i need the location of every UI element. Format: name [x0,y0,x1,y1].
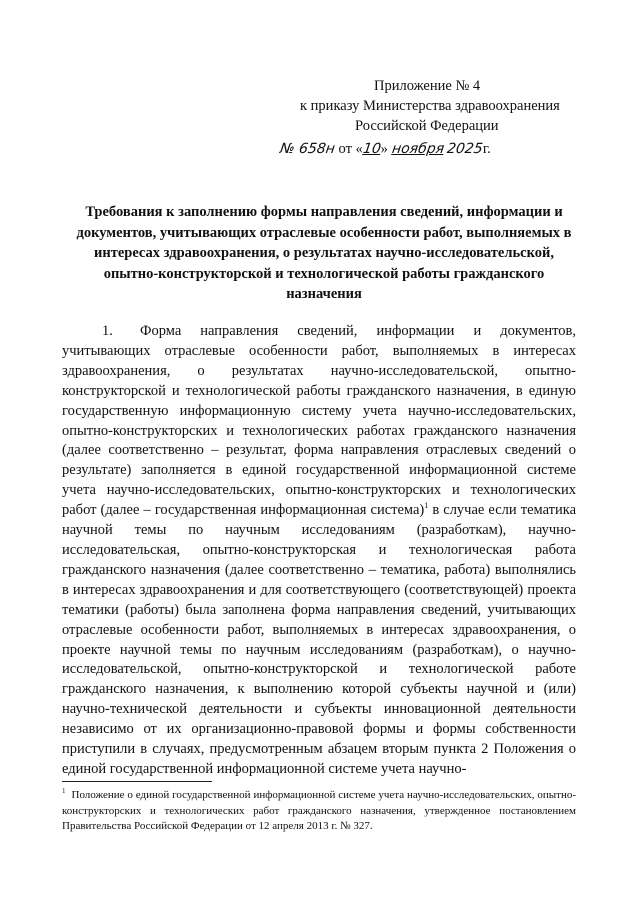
paragraph-text-part1: Форма направления сведений, информации и документов, учитывающих отраслевые особенности работ, выполняемых в интересах здравоохранения, о результатах научно-исследовательской, опытно-конструкторской и технологической работы гражданского назначения, в единую государственную информационную систему учета научно-исследовательских, опытно-конструкторских и технологических работах гражданского назначения (далее соответственно – результат, форма направления отраслевых сведений о результате) заполняется в единой государственной информационной системе учета научно-исследовательских, опытно-конструкторских и технологических работ (далее – государственная информационная система) [62,323,576,519]
footnote-text: Положение о единой государственной информационной системе учета научно-исследовательских, опытно-конструкторских и технологических работ гражданского назначения, утвержденное постановлением Правительства Российской Федерации от 12 апреля 2013 г. № 327. [62,789,576,832]
document-body [62,322,576,780]
from-word: от « [338,141,363,157]
paragraph-1 [62,322,576,780]
document-title: Требования к заполнению формы направления сведений, информации и документов, учитывающих отраслевые особенности работ, выполняемых в интересах здравоохранения, о результатах научно-исследовательской, опытно-конструкторской и технологической работы гражданского назначения [76,204,572,302]
footnote [62,788,576,835]
appendix-label: Приложение № 4 [374,78,481,94]
handwritten-year: 2025 [446,141,484,157]
order-reference: к приказу Министерства здравоохранения [300,98,560,114]
order-number-date [260,139,580,159]
handwritten-day: 10 [361,141,382,157]
handwritten-month: ноября [390,141,445,157]
footnote-reference[interactable]: 1 [424,501,429,511]
paragraph-text-part2: в случае если тематика научной темы по научным исследованиям (разработкам), научно-исследовательская, опытно-конструкторская и технологическая работа гражданского назначения (далее соответственно – тематика, работа) выполнялись в интересах здравоохранения и для соответствующего (соответствующей) проекта тематики (работы) была заполнена форма направления сведений, учитывающих отраслевые особенности работ, выполняемых в интересах здравоохранения, о проекте научной темы по научным исследованиям (разработкам), о научно-исследовательской, опытно-конструкторской и технологической работе гражданского назначения, к выполнению которой субъекты научной и (или) научно-технической деятельности и субъекты инновационной деятельности независимо от их организационно-правовой формы и формы собственности приступили в случаях, предусмотренным абзацем вторым пункта 2 Положения о единой государственной информационной системе учета научно- [62,502,576,777]
footnote-divider [62,781,212,782]
footnote-number: 1 [62,787,66,796]
handwritten-order-number: № 658н [278,141,337,157]
paragraph-number: 1. [102,323,113,339]
year-suffix: г. [482,141,491,157]
close-quote: » [380,141,388,157]
appendix-header [260,76,580,159]
ministry-country: Российской Федерации [355,118,499,134]
